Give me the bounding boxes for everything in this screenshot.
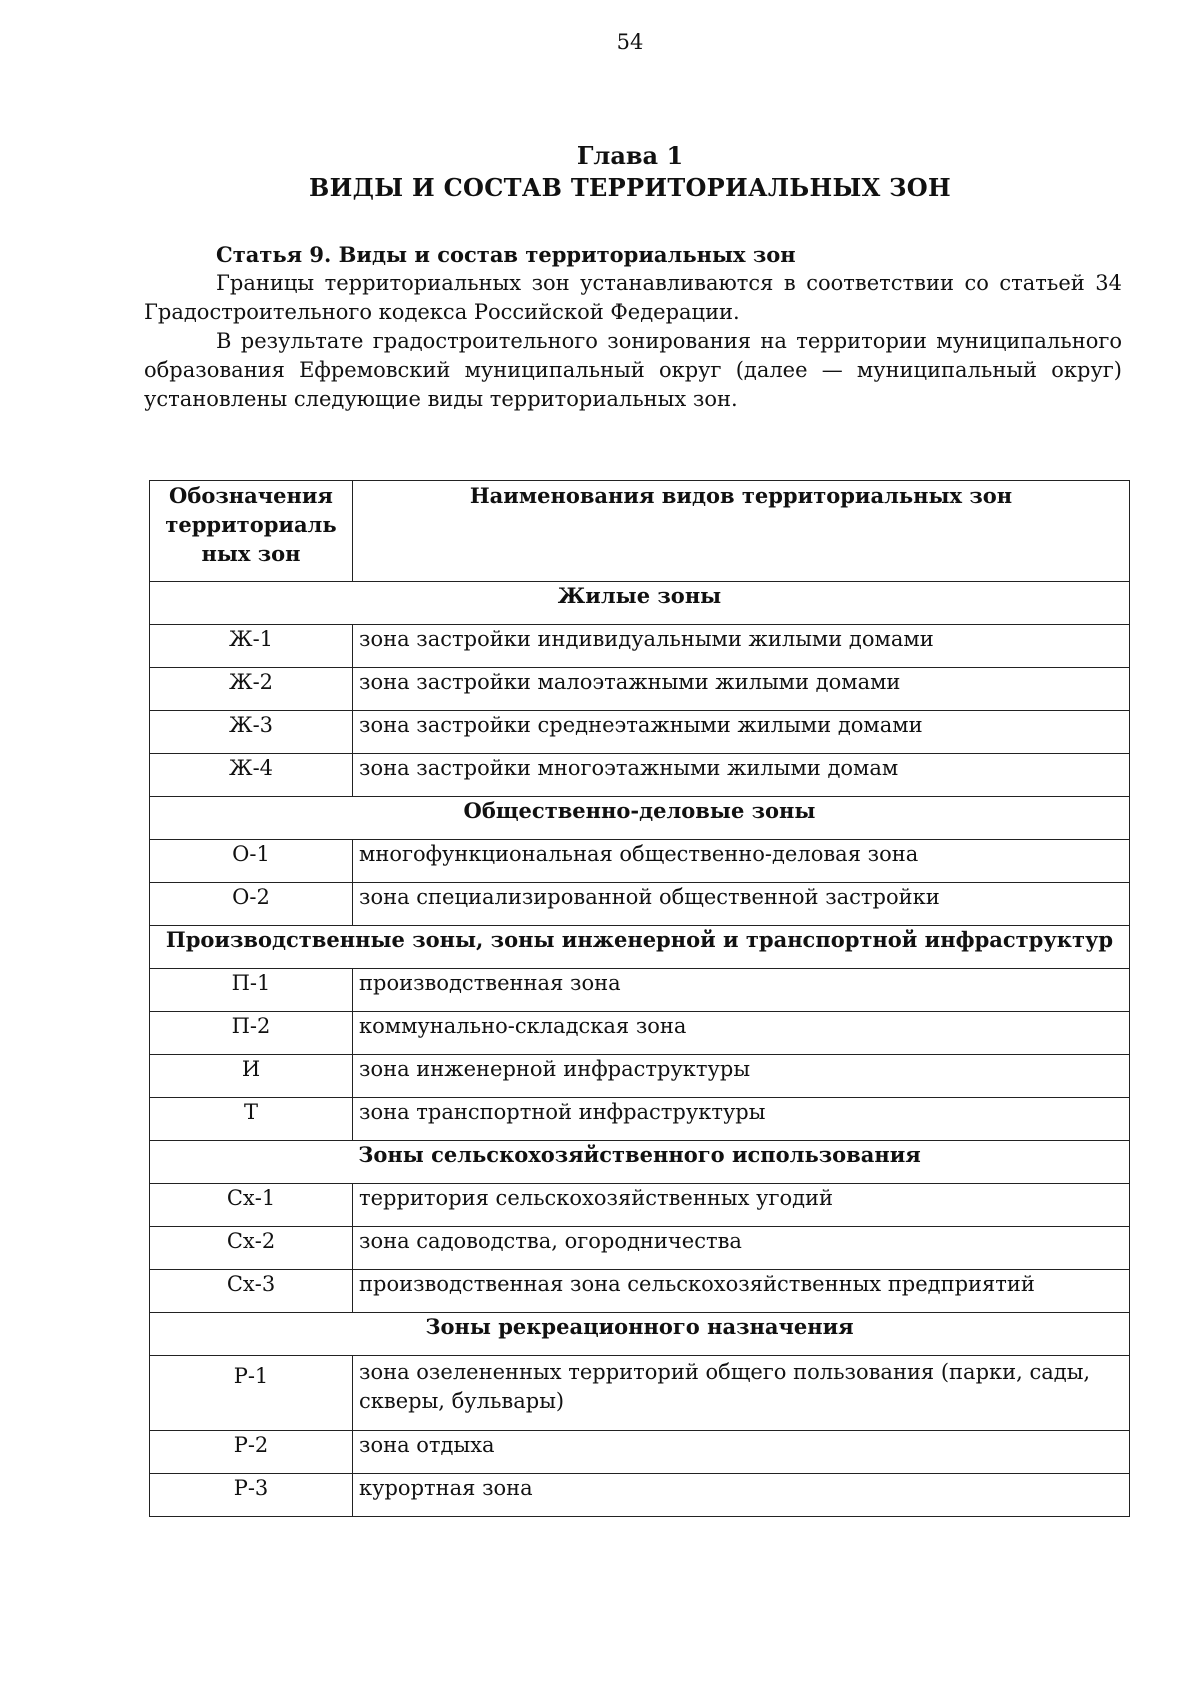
header-code: Обозначения территориаль ных зон [150,481,353,582]
zone-name: зона транспортной инфраструктуры [353,1098,1130,1141]
zone-name: многофункциональная общественно-деловая зона [353,840,1130,883]
zone-name: зона застройки индивидуальными жилыми домами [353,625,1130,668]
table-row [150,1098,1130,1141]
article-title: Статья 9. Виды и состав территориальных зон [216,242,796,267]
zone-code: И [150,1055,353,1098]
table-row [150,1356,1130,1431]
zone-name: производственная зона [353,969,1130,1012]
group-row [150,797,1130,840]
group-row [150,582,1130,625]
table-row [150,1227,1130,1270]
table-row [150,1270,1130,1313]
group-row [150,1141,1130,1184]
zone-code: Ж-2 [150,668,353,711]
header-name: Наименования видов территориальных зон [353,481,1130,582]
chapter-heading [135,140,1125,204]
zone-code: Ж-3 [150,711,353,754]
zone-code: Ж-4 [150,754,353,797]
zones-table [149,480,1130,1517]
zone-name: зона отдыха [353,1431,1130,1474]
zone-code: Ж-1 [150,625,353,668]
zone-code: Р-2 [150,1431,353,1474]
zones-table-body [150,582,1130,1517]
zone-name: зона застройки многоэтажными жилыми домам [353,754,1130,797]
zone-code: Т [150,1098,353,1141]
zone-code: О-2 [150,883,353,926]
table-row [150,1431,1130,1474]
group-title: Зоны сельскохозяйственного использования [150,1141,1130,1184]
zone-code: Сх-1 [150,1184,353,1227]
zone-code: О-1 [150,840,353,883]
table-row [150,668,1130,711]
chapter-subtitle: ВИДЫ И СОСТАВ ТЕРРИТОРИАЛЬНЫХ ЗОН [309,173,951,202]
group-title: Производственные зоны, зоны инженерной и транспортной инфраструктур [150,926,1130,969]
chapter-title: Глава 1 [576,141,684,170]
group-row [150,926,1130,969]
group-title: Зоны рекреационного назначения [150,1313,1130,1356]
group-title: Жилые зоны [150,582,1130,625]
zone-code: Сх-3 [150,1270,353,1313]
page-number: 54 [616,30,644,54]
zone-code: Сх-2 [150,1227,353,1270]
article-paragraph-1: Границы территориальных зон устанавливаются в соответствии со статьей 34 Градостроительного кодекса Российской Федерации. [144,271,1122,324]
table-row [150,711,1130,754]
article [144,240,1122,414]
zone-name: зона специализированной общественной застройки [353,883,1130,926]
table-row [150,1474,1130,1517]
zone-name: зона инженерной инфраструктуры [353,1055,1130,1098]
zone-name: курортная зона [353,1474,1130,1517]
zone-name: зона озелененных территорий общего пользования (парки, сады, скверы, бульвары) [353,1356,1130,1431]
zone-name: производственная зона сельскохозяйственных предприятий [353,1270,1130,1313]
table-row [150,883,1130,926]
table-row [150,1184,1130,1227]
zone-name: зона застройки среднеэтажными жилыми домами [353,711,1130,754]
zone-name: коммунально-складская зона [353,1012,1130,1055]
zone-name: зона застройки малоэтажными жилыми домами [353,668,1130,711]
zone-code: Р-3 [150,1474,353,1517]
table-row [150,840,1130,883]
table-row [150,969,1130,1012]
table-row [150,625,1130,668]
table-row [150,1055,1130,1098]
zone-code: П-2 [150,1012,353,1055]
group-title: Общественно-деловые зоны [150,797,1130,840]
zone-code: П-1 [150,969,353,1012]
article-paragraph-2: В результате градостроительного зонирования на территории муниципального образования Ефремовский муниципальный округ (далее — муниципальный округ) установлены следующие виды территориальных зон. [144,329,1122,411]
zone-name: зона садоводства, огородничества [353,1227,1130,1270]
table-row [150,754,1130,797]
table-row [150,1012,1130,1055]
zone-name: территория сельскохозяйственных угодий [353,1184,1130,1227]
zone-code: Р-1 [150,1356,353,1431]
table-header-row [150,481,1130,582]
group-row [150,1313,1130,1356]
